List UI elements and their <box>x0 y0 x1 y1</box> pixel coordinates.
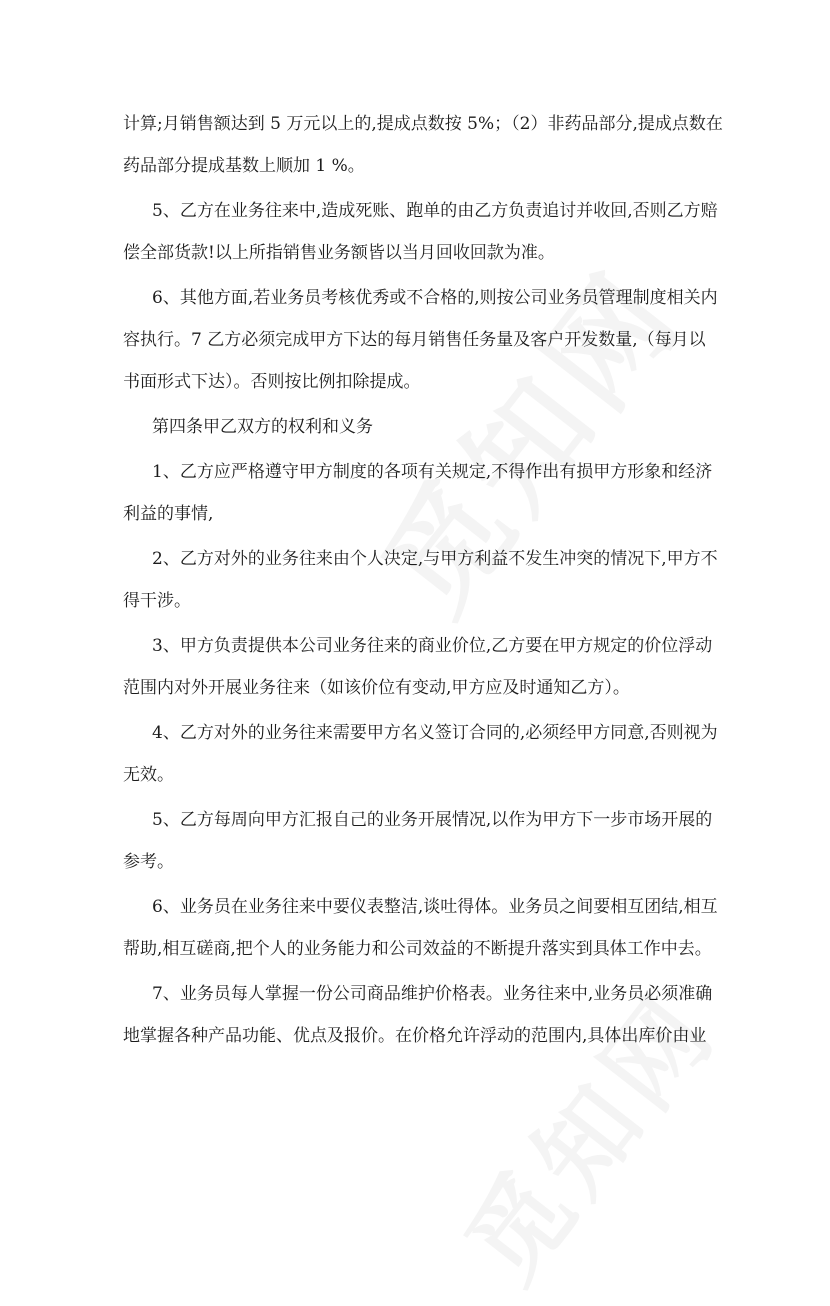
text-line: 容执行。7 乙方必须完成甲方下达的每月销售任务量及客户开发数量,（每月以 <box>123 330 706 350</box>
text-line: 5、乙方每周向甲方汇报自己的业务开展情况,以作为甲方下一步市场开展的 <box>152 810 713 830</box>
text-line: 偿全部货款!以上所指销售业务额皆以当月回收回款为准。 <box>123 243 555 263</box>
text-line: 2、乙方对外的业务往来由个人决定,与甲方利益不发生冲突的情况下,甲方不 <box>152 549 718 569</box>
text-line: 参考。 <box>123 852 174 872</box>
text-line: 7、业务员每人掌握一份公司商品维护价格表。业务往来中,业务员必须准确 <box>152 984 713 1004</box>
text-line: 地掌握各种产品功能、优点及报价。在价格允许浮动的范围内,具体出库价由业 <box>123 1026 707 1046</box>
text-line: 无效。 <box>123 765 174 785</box>
text-line: 6、业务员在业务往来中要仪表整洁,谈吐得体。业务员之间要相互团结,相互 <box>152 897 718 917</box>
text-line: 帮助,相互磋商,把个人的业务能力和公司效益的不断提升落实到具体工作中去。 <box>123 939 712 959</box>
text-line: 得干涉。 <box>123 591 191 611</box>
text-line: 4、乙方对外的业务往来需要甲方名义签订合同的,必须经甲方同意,否则视为 <box>152 723 718 743</box>
text-line: 3、甲方负责提供本公司业务往来的商业价位,乙方要在甲方规定的价位浮动 <box>152 636 713 656</box>
text-line: 1、乙方应严格遵守甲方制度的各项有关规定,不得作出有损甲方形象和经济 <box>152 462 713 482</box>
text-line: 范围内对外开展业务往来（如该价位有变动,甲方应及时通知乙方）。 <box>123 678 630 698</box>
text-line: 书面形式下达）。否则按比例扣除提成。 <box>123 372 421 392</box>
text-line: 5、乙方在业务往来中,造成死账、跑单的由乙方负责追讨并收回,否则乙方赔 <box>152 201 718 221</box>
text-line: 药品部分提成基数上顺加 1 %。 <box>123 156 365 176</box>
text-line: 6、其他方面,若业务员考核优秀或不合格的,则按公司业务员管理制度相关内 <box>152 288 718 308</box>
text-line: 利益的事情, <box>123 504 214 524</box>
watermark-bottom <box>427 958 744 1306</box>
section-heading: 第四条甲乙双方的权利和义务 <box>152 417 373 437</box>
text-line: 计算;月销售额达到 5 万元以上的,提成点数按 5%；（2）非药品部分,提成点数在 <box>123 114 723 134</box>
